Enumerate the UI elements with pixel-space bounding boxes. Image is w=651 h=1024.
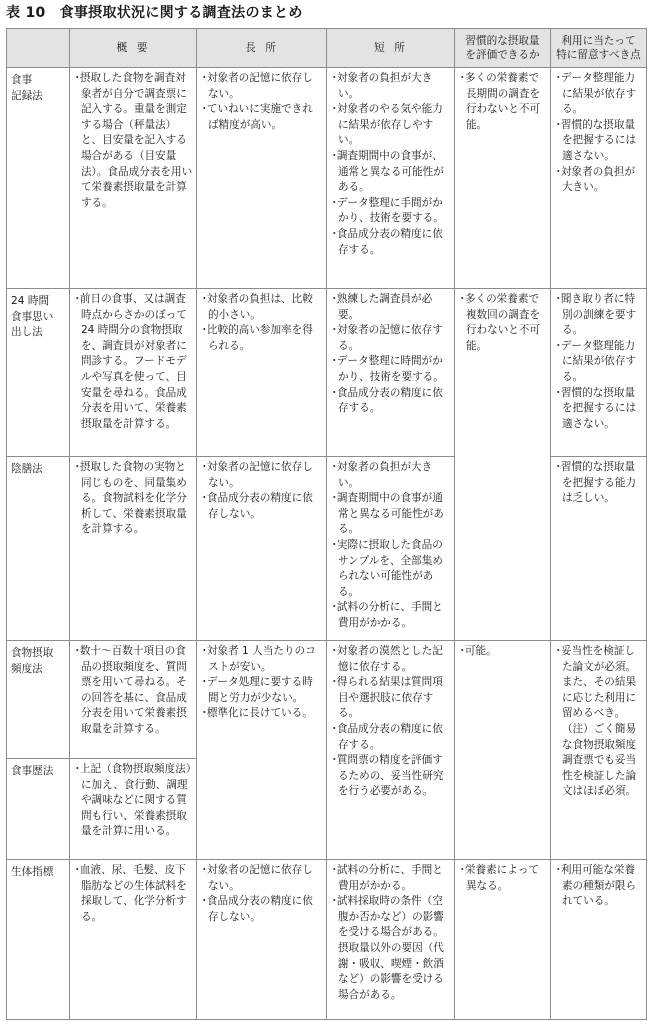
bullet-item: ・ 上記（食物摂取頻度法）に加え、食行動、調理や調味などに関する質問も行い、栄養素摂取量を計算に用いる。 [73, 762, 193, 840]
method-name-line: 食事思い [11, 310, 54, 323]
bullet-list [554, 644, 643, 800]
bullet-item: ・ 摂取した食物の実物と同じものを、同量集める。食物試料を化学分析して、栄養素摂取量を計算する。 [73, 460, 193, 538]
bullet-item: ・ 多くの栄養素で長期間の調査を行わないと不可能。 [458, 71, 547, 133]
method-cell [7, 289, 70, 457]
row-biomarker [7, 860, 647, 1020]
habitual-cell [455, 68, 551, 289]
method-cell [7, 68, 70, 289]
survey-methods-table [6, 28, 647, 1020]
bullet-item: ・ 対象者の負担は、比較的小さい。 [200, 292, 323, 323]
bullet-item: ・ データ整理能力に結果が依存する。 [554, 71, 643, 118]
header-habitual-line2: を評価できるか [465, 49, 540, 61]
notes-cell-merged [551, 641, 647, 860]
method-name-line: 記録法 [11, 89, 43, 102]
header-overview: 概要 [70, 29, 197, 68]
bullet-item: ・ 試料の分析に、手間と費用がかかる。 [330, 600, 451, 631]
table-caption: 食事摂取状況に関する調査法のまとめ [59, 5, 303, 21]
overview-cell [70, 641, 197, 759]
bullet-list [200, 863, 323, 925]
bullet-item: ・ 質問票の精度を評価するための、妥当性研究を行う必要がある。 [330, 753, 451, 800]
bullet-item: ・ 調査期間中の食事が通常と異なる可能性がある。 [330, 491, 451, 538]
bullet-list [554, 292, 643, 432]
bullet-item: ・ 対象者 1 人当たりのコストが安い。 [200, 644, 323, 675]
bullet-item: ・ 前日の食事、又は調査時点からさかのぼって 24 時間分の食物摂取を、調査員が対象者に問診する。フードモデルや写真を使って、目安量を尋ねる。食品成分表を用いて、栄養素摂取量を計算する。 [73, 292, 193, 432]
bullet-item: ・ 標準化に長けている。 [200, 706, 323, 722]
overview-cell [70, 759, 197, 860]
bullet-item: ・ 食品成分表の精度に依存しない。 [200, 491, 323, 522]
method-name [11, 462, 66, 478]
bullet-list [458, 863, 547, 894]
header-notes-line1: 利用に当たって [561, 35, 636, 47]
method-cell [7, 860, 70, 1020]
bullet-list [200, 71, 323, 133]
bullet-list [330, 71, 451, 258]
method-name [11, 73, 66, 104]
bullet-item: ・ 対象者の記憶に依存しない。 [200, 71, 323, 102]
bullet-item: ・ 対象者のやる気や能力に結果が依存しやすい。 [330, 102, 451, 149]
bullet-item: ・ 試料の分析に、手間と費用がかかる。 [330, 863, 451, 894]
bullet-list [73, 292, 193, 432]
bullet-item: ・ 数十～百数十項目の食品の摂取頻度を、質問票を用いて尋ねる。その回答を基に、食品成分表を用いて栄養素摂取量を計算する。 [73, 644, 193, 738]
bullet-list [73, 863, 193, 925]
habitual-cell-merged [455, 641, 551, 860]
notes-cell [551, 860, 647, 1020]
table-title [6, 2, 303, 22]
notes-cell [551, 289, 647, 457]
strengths-cell [197, 68, 327, 289]
bullet-item: ・ 調査期間中の食事が、通常と異なる可能性がある。 [330, 149, 451, 196]
bullet-item: ・ データ整理能力に結果が依存する。 [554, 339, 643, 386]
overview-cell [70, 289, 197, 457]
strengths-cell [197, 860, 327, 1020]
bullet-list [73, 460, 193, 538]
bullet-item: ・ 食品成分表の精度に依存する。 [330, 722, 451, 753]
method-name-line: 24 時間 [11, 295, 50, 307]
method-name-line: 食事 [11, 74, 33, 86]
overview-cell [70, 860, 197, 1020]
bullet-list [200, 644, 323, 722]
weaknesses-cell [327, 860, 455, 1020]
notes-cell [551, 68, 647, 289]
bullet-item: ・ 対象者の記憶に依存しない。 [200, 863, 323, 894]
method-cell [7, 641, 70, 759]
method-cell [7, 457, 70, 641]
bullet-item: ・ 栄養素によって異なる。 [458, 863, 547, 894]
bullet-list [200, 292, 323, 354]
header-habitual-line1: 習慣的な摂取量 [465, 35, 540, 47]
header-strengths: 長所 [197, 29, 327, 68]
method-name-line: 生体指標 [11, 866, 54, 878]
bullet-item: ・ データ整理に手間がかかり、技術を要する。 [330, 196, 451, 227]
strengths-cell [197, 457, 327, 641]
bullet-item: ・ 血液、尿、毛髪、皮下脂肪などの生体試料を採取して、化学分析する。 [73, 863, 193, 925]
bullet-item: ・ 習慣的な摂取量を把握する能力は乏しい。 [554, 460, 643, 507]
bullet-list [458, 644, 547, 660]
bullet-item: ・ 対象者の記憶に依存しない。 [200, 460, 323, 491]
habitual-cell [455, 860, 551, 1020]
bullet-item: ・ 可能。 [458, 644, 547, 660]
notes-cell [551, 457, 647, 641]
bullet-item: ・ 習慣的な摂取量を把握するには適さない。 [554, 118, 643, 165]
weaknesses-cell [327, 68, 455, 289]
bullet-list [458, 292, 547, 354]
method-name-line: 出し法 [11, 326, 43, 339]
habitual-cell-merged [455, 289, 551, 641]
bullet-item: ・ データ処理に要する時間と労力が少ない。 [200, 675, 323, 706]
method-name [11, 865, 66, 881]
bullet-item: ・ 対象者の負担が大きい。 [554, 165, 643, 196]
method-cell [7, 759, 70, 860]
header-notes-line2: 特に留意すべき点 [556, 49, 641, 61]
bullet-item: ・ 実際に摂取した食品のサンプルを、全部集められない可能性がある。 [330, 538, 451, 600]
method-name-line: 食物摂取 [11, 647, 54, 659]
bullet-list [554, 460, 643, 507]
method-name-line: 食事歴法 [11, 765, 54, 777]
bullet-item: ・ 対象者の負担が大きい。 [330, 460, 451, 491]
bullet-list [73, 71, 193, 211]
header-row [7, 29, 647, 68]
weaknesses-cell [327, 457, 455, 641]
row-duplicate [7, 457, 647, 641]
bullet-item: ・ 食品成分表の精度に依存する。 [330, 386, 451, 417]
method-name [11, 646, 66, 677]
row-record [7, 68, 647, 289]
overview-cell [70, 457, 197, 641]
row-recall [7, 289, 647, 457]
bullet-item: ・ 得られる結果は質問項目や選択肢に依存する。 [330, 675, 451, 722]
strengths-cell-merged [197, 641, 327, 860]
bullet-item: ・ 熟練した調査員が必要。 [330, 292, 451, 323]
bullet-list [554, 863, 643, 910]
bullet-item: ・ 食品成分表の精度に依存しない。 [200, 894, 323, 925]
bullet-list [330, 644, 451, 800]
bullet-list [330, 863, 451, 1003]
overview-cell [70, 68, 197, 289]
bullet-item: ・ 対象者の記憶に依存する。 [330, 323, 451, 354]
header-habitual [455, 29, 551, 68]
bullet-item: ・ 習慣的な摂取量を把握するには適さない。 [554, 386, 643, 433]
method-name-line: 陰膳法 [11, 463, 43, 475]
bullet-item: ・ 試料採取時の条件（空腹か否かなど）の影響を受ける場合がある。摂取量以外の要因（代謝・吸収、喫煙・飲酒など）の影響を受ける場合がある。 [330, 894, 451, 1003]
bullet-list [330, 460, 451, 632]
bullet-item: ・ 対象者の漠然とした記憶に依存する。 [330, 644, 451, 675]
method-name [11, 294, 66, 341]
bullet-list [200, 460, 323, 522]
header-notes [551, 29, 647, 68]
strengths-cell [197, 289, 327, 457]
method-name [11, 764, 66, 780]
bullet-item: ・ 妥当性を検証した論文が必須。また、その結果に応じた利用に留めるべき。（注）ごく簡易な食物摂取頻度調査票でも妥当性を検証した論文はほぼ必須。 [554, 644, 643, 800]
weaknesses-cell [327, 289, 455, 457]
bullet-item: ・ 食品成分表の精度に依存する。 [330, 227, 451, 258]
bullet-list [73, 644, 193, 738]
bullet-item: ・ 多くの栄養素で複数回の調査を行わないと不可能。 [458, 292, 547, 354]
bullet-item: ・ 利用可能な栄養素の種類が限られている。 [554, 863, 643, 910]
bullet-list [73, 762, 193, 840]
row-ffq [7, 641, 647, 759]
header-weaknesses: 短所 [327, 29, 455, 68]
bullet-item: ・ 比較的高い参加率を得られる。 [200, 323, 323, 354]
bullet-list [554, 71, 643, 196]
bullet-item: ・ データ整理に時間がかかり、技術を要する。 [330, 354, 451, 385]
bullet-item: ・ 対象者の負担が大きい。 [330, 71, 451, 102]
table-number: 表 10 [6, 5, 46, 21]
method-name-line: 頻度法 [11, 662, 43, 675]
bullet-item: ・ 摂取した食物を調査対象者が自分で調査票に記入する。重量を測定する場合（秤量法）と、目安量を記入する場合がある（目安量法）。食品成分表を用いて栄養素摂取量を計算する。 [73, 71, 193, 211]
bullet-list [330, 292, 451, 417]
bullet-list [458, 71, 547, 133]
bullet-item: ・ ていねいに実施できれば精度が高い。 [200, 102, 323, 133]
weaknesses-cell-merged [327, 641, 455, 860]
header-method [7, 29, 70, 68]
bullet-item: ・ 聞き取り者に特別の訓練を要する。 [554, 292, 643, 339]
